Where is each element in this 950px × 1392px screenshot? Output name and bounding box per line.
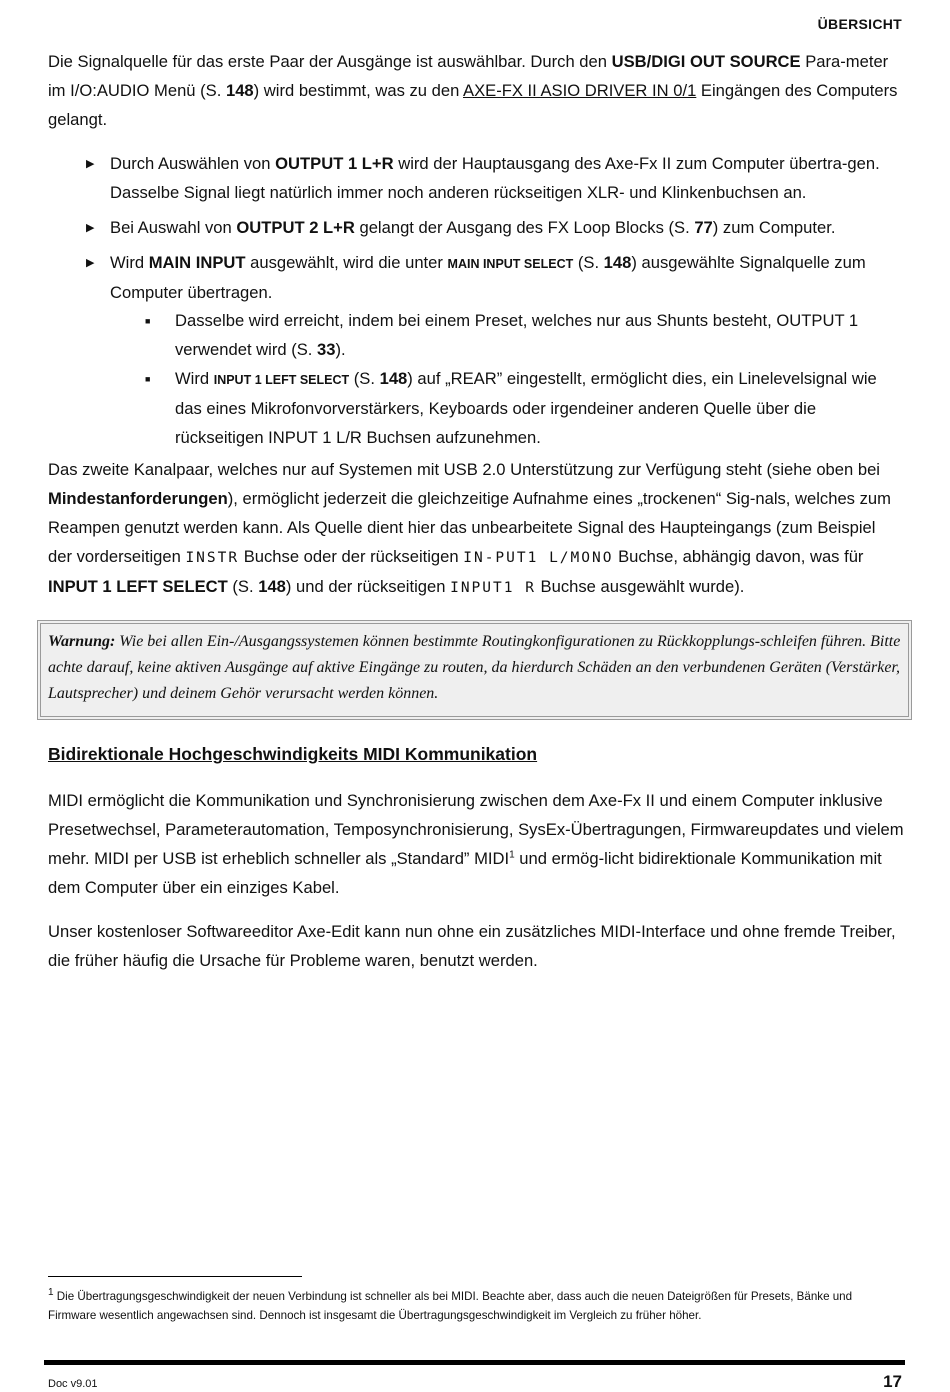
- text: Bei Auswahl von: [110, 217, 237, 237]
- text: Buchse ausgewählt wurde).: [535, 576, 745, 596]
- text: MIDI ermöglicht die Kommunikation und Synchronisierung zwischen dem Axe-Fx II und einem Computer inklusive Presetwechsel, Parameterautomation, Temposynchronisierung, SysEx-Übertragungen, Firmwareupdates und vielem mehr. MIDI per USB ist erheblich schneller als „Standard” MIDI: [48, 791, 904, 868]
- text: Para-meter im I/O:AUDIO Menü (S.: [48, 52, 889, 100]
- param-name: MAIN INPUT SELECT: [447, 256, 574, 271]
- text: ) und der rückseitigen: [285, 576, 451, 596]
- text: Durch Auswählen von: [110, 154, 276, 174]
- paragraph-midi: [48, 787, 904, 902]
- text: Dasselbe wird erreicht, indem bei einem Preset, welches nur aus Shunts besteht, OUTPUT 1 verwendet wird (S.: [175, 311, 859, 360]
- page-ref: 148: [258, 576, 286, 596]
- text: Die Signalquelle für das erste Paar der Ausgänge ist auswählbar. Durch den: [48, 52, 612, 71]
- jack-label: INPUT1 R: [450, 579, 536, 596]
- page-number: 17: [883, 1372, 902, 1391]
- text: Eingängen des Computers gelangt.: [48, 80, 898, 129]
- bullet-main-input: [48, 249, 904, 308]
- page-ref: 33: [317, 340, 336, 360]
- text: ausgewählt, wird die unter: [245, 252, 448, 272]
- triangle-bullet-icon: ▶: [86, 256, 95, 269]
- bullet-note: Dasselbe Signal liegt natürlich immer noch anderen rückseitigen XLR- und Klinkenbuchsen an.: [110, 183, 807, 203]
- subbullet-rear-input: [48, 365, 904, 452]
- section-header: ÜBERSICHT: [817, 16, 902, 32]
- text: ) ausgewählte Signalquelle zum Computer übertragen.: [110, 252, 866, 302]
- param-name: MAIN INPUT: [148, 252, 246, 272]
- text: ) auf „REAR” eingestellt, ermöglicht dies, ein Linelevelsignal wie das eines Mikrofonvorverstärkers, Keyboards oder irgendeiner anderen Quelle über die rückseitigen INPUT 1 L/R Buchsen aufzunehmen.: [175, 368, 877, 447]
- text: ), ermöglicht jederzeit die gleichzeitige Aufnahme eines „trockenen“ Sig-nals, welches zum Reampen genutzt werden kann. Als Quelle dient hier das unbearbeitete Signal des Haupteingangs (zum Beispiel der vorderseitigen: [48, 489, 891, 566]
- footnote-mark: 1: [48, 1287, 54, 1299]
- driver-name: AXE-FX II ASIO DRIVER IN 0/1: [463, 80, 697, 100]
- text: wird der Hauptausgang des Axe-Fx II zum Computer übertra-gen.: [393, 154, 880, 174]
- warning-text: Wie bei allen Ein-/Ausgangssystemen können bestimmte Routingkonfigurationen zu Rückkopplungs-schleifen führen. Bitte achte darauf, keine aktiven Ausgänge auf aktive Eingänge zu routen, da hierdurch Schäden an den verbundenen Geräten (Verstärker, Lautsprecher) und deinem Gehör verursacht werden können.: [48, 633, 901, 703]
- section-heading: Bidirektionale Hochgeschwindigkeits MIDI Kommunikation: [48, 744, 538, 765]
- warning-box: [37, 620, 912, 720]
- text: und ermög-licht bidirektionale Kommunikation mit dem Computer über ein einziges Kabel.: [48, 848, 882, 897]
- triangle-bullet-icon: ▶: [86, 158, 95, 171]
- text: ) wird bestimmt, was zu den: [253, 80, 463, 100]
- footer-rule: [44, 1360, 905, 1365]
- text: (S.: [349, 368, 380, 388]
- page-ref: 77: [694, 217, 713, 237]
- text: Wird: [175, 368, 214, 388]
- bullet-output2: [48, 214, 904, 243]
- paragraph-output-source: [48, 48, 904, 134]
- page-body: [48, 48, 904, 976]
- footnote-ref: 1: [509, 849, 515, 861]
- text: gelangt der Ausgang des FX Loop Blocks (S.: [354, 217, 695, 237]
- warning-label: Warnung:: [48, 633, 116, 651]
- param-name: USB/DIGI OUT SOURCE: [611, 52, 801, 71]
- section-ref: Mindestanforderungen: [48, 489, 228, 509]
- triangle-bullet-icon: ▶: [86, 221, 95, 234]
- text: Buchse oder der rückseitigen: [239, 546, 464, 566]
- footnote-text: Die Übertragungsgeschwindigkeit der neuen Verbindung ist schneller als bei MIDI. Beachte aber, dass auch die neuen Dateigrößen für Presets, Bänke und Firmware wesentlich angewachsen sind. Dennoch ist insgesamt die Übertragungsgeschwindigkeit im Vergleich zu früher höher.: [48, 1290, 853, 1322]
- text: Wird: [110, 252, 149, 272]
- page-ref: 148: [603, 252, 632, 272]
- text: Buchse, abhängig davon, was für: [613, 546, 864, 566]
- text: Das zweite Kanalpaar, welches nur auf Systemen mit USB 2.0 Unterstützung zur Verfügung steht (siehe oben bei: [48, 460, 880, 480]
- text: (S.: [573, 252, 604, 272]
- text: ) zum Computer.: [712, 217, 836, 237]
- text: (S.: [227, 576, 259, 596]
- jack-label: INSTR: [185, 549, 240, 566]
- page-ref: 148: [225, 80, 254, 100]
- subbullet-shunts: [48, 307, 904, 365]
- paragraph-second-pair: [48, 456, 904, 602]
- param-name: OUTPUT 1 L+R: [275, 154, 394, 174]
- footnote: [48, 1287, 898, 1325]
- square-bullet-icon: ■: [145, 373, 151, 384]
- jack-label: IN-PUT1 L/MONO: [463, 549, 614, 566]
- page-ref: 148: [379, 368, 408, 388]
- paragraph-axe-edit: Unser kostenloser Softwareeditor Axe-Edit kann nun ohne ein zusätzliches MIDI-Interface und ohne fremde Treiber, die früher häufig die Ursache für Probleme waren, benutzt werden.: [48, 922, 896, 971]
- bullet-output1: [48, 150, 904, 208]
- doc-version: Doc v9.01: [48, 1378, 98, 1390]
- param-name: INPUT 1 LEFT SELECT: [213, 372, 350, 387]
- param-name: INPUT 1 LEFT SELECT: [48, 576, 228, 596]
- text: ).: [335, 340, 346, 360]
- param-name: OUTPUT 2 L+R: [236, 217, 355, 237]
- footnote-divider: [48, 1276, 302, 1277]
- square-bullet-icon: ■: [145, 316, 151, 327]
